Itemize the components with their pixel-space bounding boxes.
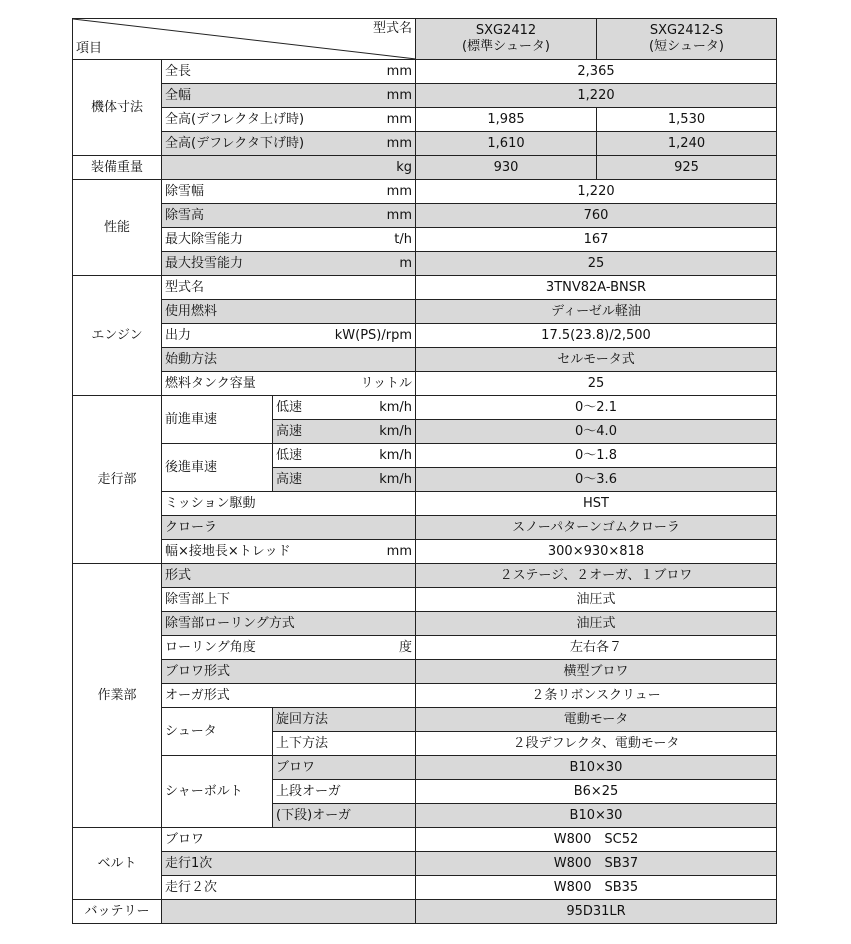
table-row <box>73 156 777 180</box>
table-row <box>73 564 777 588</box>
value-cell: HST <box>416 492 777 516</box>
table-row <box>73 60 777 84</box>
sub-item-cell: ブロワ <box>273 756 416 780</box>
value-cell: ２条リボンスクリュー <box>416 684 777 708</box>
table-row <box>73 588 777 612</box>
value-cell: 930 <box>416 156 597 180</box>
category-battery: バッテリー <box>73 900 162 924</box>
table-row <box>73 516 777 540</box>
value-cell: 25 <box>416 252 777 276</box>
item-cell: 幅×接地長×トレッド mm <box>162 540 416 564</box>
table-row <box>73 612 777 636</box>
value-cell: 3TNV82A-BNSR <box>416 276 777 300</box>
item-cell: 型式名 <box>162 276 416 300</box>
value-cell: 1,530 <box>597 108 777 132</box>
value-cell: 左右各７ <box>416 636 777 660</box>
model-header-1: SXG2412 (標準シュータ) <box>416 19 597 60</box>
table-row <box>73 396 777 420</box>
subgroup-reverse: 後進車速 <box>162 444 273 492</box>
category-belt: ベルト <box>73 828 162 900</box>
item-cell: 除雪高 mm <box>162 204 416 228</box>
table-row <box>73 276 777 300</box>
item-cell: 燃料タンク容量 リットル <box>162 372 416 396</box>
table-row <box>73 372 777 396</box>
value-cell: W800 SC52 <box>416 828 777 852</box>
subgroup-forward: 前進車速 <box>162 396 273 444</box>
table-row <box>73 84 777 108</box>
item-cell: ミッション駆動 <box>162 492 416 516</box>
value-cell: 1,220 <box>416 180 777 204</box>
table-row <box>73 708 777 732</box>
value-cell: 17.5(23.8)/2,500 <box>416 324 777 348</box>
item-cell: 最大投雪能力 m <box>162 252 416 276</box>
value-cell: B10×30 <box>416 804 777 828</box>
table-row <box>73 180 777 204</box>
item-cell: ローリング角度 度 <box>162 636 416 660</box>
value-cell: 1,240 <box>597 132 777 156</box>
item-cell: 除雪部ローリング方式 <box>162 612 416 636</box>
table-row <box>73 492 777 516</box>
subgroup-chute: シュータ <box>162 708 273 756</box>
item-cell: 全高(デフレクタ上げ時) mm <box>162 108 416 132</box>
value-cell: 25 <box>416 372 777 396</box>
value-cell: 0～3.6 <box>416 468 777 492</box>
table-row <box>73 900 777 924</box>
value-cell: スノーパターンゴムクローラ <box>416 516 777 540</box>
value-cell: ２段デフレクタ、電動モータ <box>416 732 777 756</box>
category-perf: 性能 <box>73 180 162 276</box>
item-cell: kg <box>162 156 416 180</box>
sub-item-cell: 高速 km/h <box>273 468 416 492</box>
value-cell: 760 <box>416 204 777 228</box>
value-cell: 0～2.1 <box>416 396 777 420</box>
item-cell: 始動方法 <box>162 348 416 372</box>
table-row <box>73 132 777 156</box>
item-cell: 全高(デフレクタ下げ時) mm <box>162 132 416 156</box>
value-cell: 1,985 <box>416 108 597 132</box>
category-work: 作業部 <box>73 564 162 828</box>
type-label: 型式名 <box>372 21 412 36</box>
sub-item-cell: 上下方法 <box>273 732 416 756</box>
sub-item-cell: 低速 km/h <box>273 396 416 420</box>
value-cell: B10×30 <box>416 756 777 780</box>
item-cell: 走行２次 <box>162 876 416 900</box>
diagonal-line <box>73 19 416 59</box>
table-row <box>73 348 777 372</box>
table-row <box>73 876 777 900</box>
table-row <box>73 228 777 252</box>
table-row <box>73 204 777 228</box>
value-cell: 167 <box>416 228 777 252</box>
table-row <box>73 444 777 468</box>
value-cell: 0～4.0 <box>416 420 777 444</box>
value-cell: W800 SB35 <box>416 876 777 900</box>
table-row <box>73 636 777 660</box>
table-row <box>73 852 777 876</box>
value-cell: B6×25 <box>416 780 777 804</box>
item-cell: 全長 mm <box>162 60 416 84</box>
sub-item-cell: (下段)オーガ <box>273 804 416 828</box>
table-row <box>73 324 777 348</box>
table-row <box>73 300 777 324</box>
table-row <box>73 756 777 780</box>
category-weight: 装備重量 <box>73 156 162 180</box>
item-cell: 最大除雪能力 t/h <box>162 228 416 252</box>
item-cell: 出力 kW(PS)/rpm <box>162 324 416 348</box>
value-cell: 95D31LR <box>416 900 777 924</box>
spec-table <box>72 18 777 924</box>
header-row <box>73 19 777 60</box>
item-cell: 形式 <box>162 564 416 588</box>
value-cell: 1,220 <box>416 84 777 108</box>
table-row <box>73 108 777 132</box>
sub-item-cell: 高速 km/h <box>273 420 416 444</box>
item-cell: 全幅 mm <box>162 84 416 108</box>
item-cell: 除雪幅 mm <box>162 180 416 204</box>
value-cell: 油圧式 <box>416 612 777 636</box>
table-row <box>73 684 777 708</box>
table-row <box>73 660 777 684</box>
value-cell: 電動モータ <box>416 708 777 732</box>
subgroup-shear-bolt: シャーボルト <box>162 756 273 828</box>
value-cell: セルモータ式 <box>416 348 777 372</box>
category-dims: 機体寸法 <box>73 60 162 156</box>
value-cell: W800 SB37 <box>416 852 777 876</box>
value-cell: 横型ブロワ <box>416 660 777 684</box>
item-cell: ブロワ <box>162 828 416 852</box>
item-label: 項目 <box>76 41 103 57</box>
sub-item-cell: 低速 km/h <box>273 444 416 468</box>
value-cell: 300×930×818 <box>416 540 777 564</box>
category-travel: 走行部 <box>73 396 162 564</box>
table-row <box>73 828 777 852</box>
value-cell: 925 <box>597 156 777 180</box>
item-cell: 除雪部上下 <box>162 588 416 612</box>
value-cell: 1,610 <box>416 132 597 156</box>
item-cell: ブロワ形式 <box>162 660 416 684</box>
value-cell: ２ステージ、２オーガ、１ブロワ <box>416 564 777 588</box>
value-cell: 0～1.8 <box>416 444 777 468</box>
table-row <box>73 540 777 564</box>
item-cell: クローラ <box>162 516 416 540</box>
category-engine: エンジン <box>73 276 162 396</box>
value-cell: 2,365 <box>416 60 777 84</box>
value-cell: ディーゼル軽油 <box>416 300 777 324</box>
value-cell: 油圧式 <box>416 588 777 612</box>
sub-item-cell: 旋回方法 <box>273 708 416 732</box>
item-cell: 走行1次 <box>162 852 416 876</box>
model-header-2: SXG2412-S (短シュータ) <box>597 19 777 60</box>
item-cell <box>162 900 416 924</box>
item-cell: オーガ形式 <box>162 684 416 708</box>
sub-item-cell: 上段オーガ <box>273 780 416 804</box>
item-cell: 使用燃料 <box>162 300 416 324</box>
table-row <box>73 252 777 276</box>
header-corner <box>73 19 416 60</box>
